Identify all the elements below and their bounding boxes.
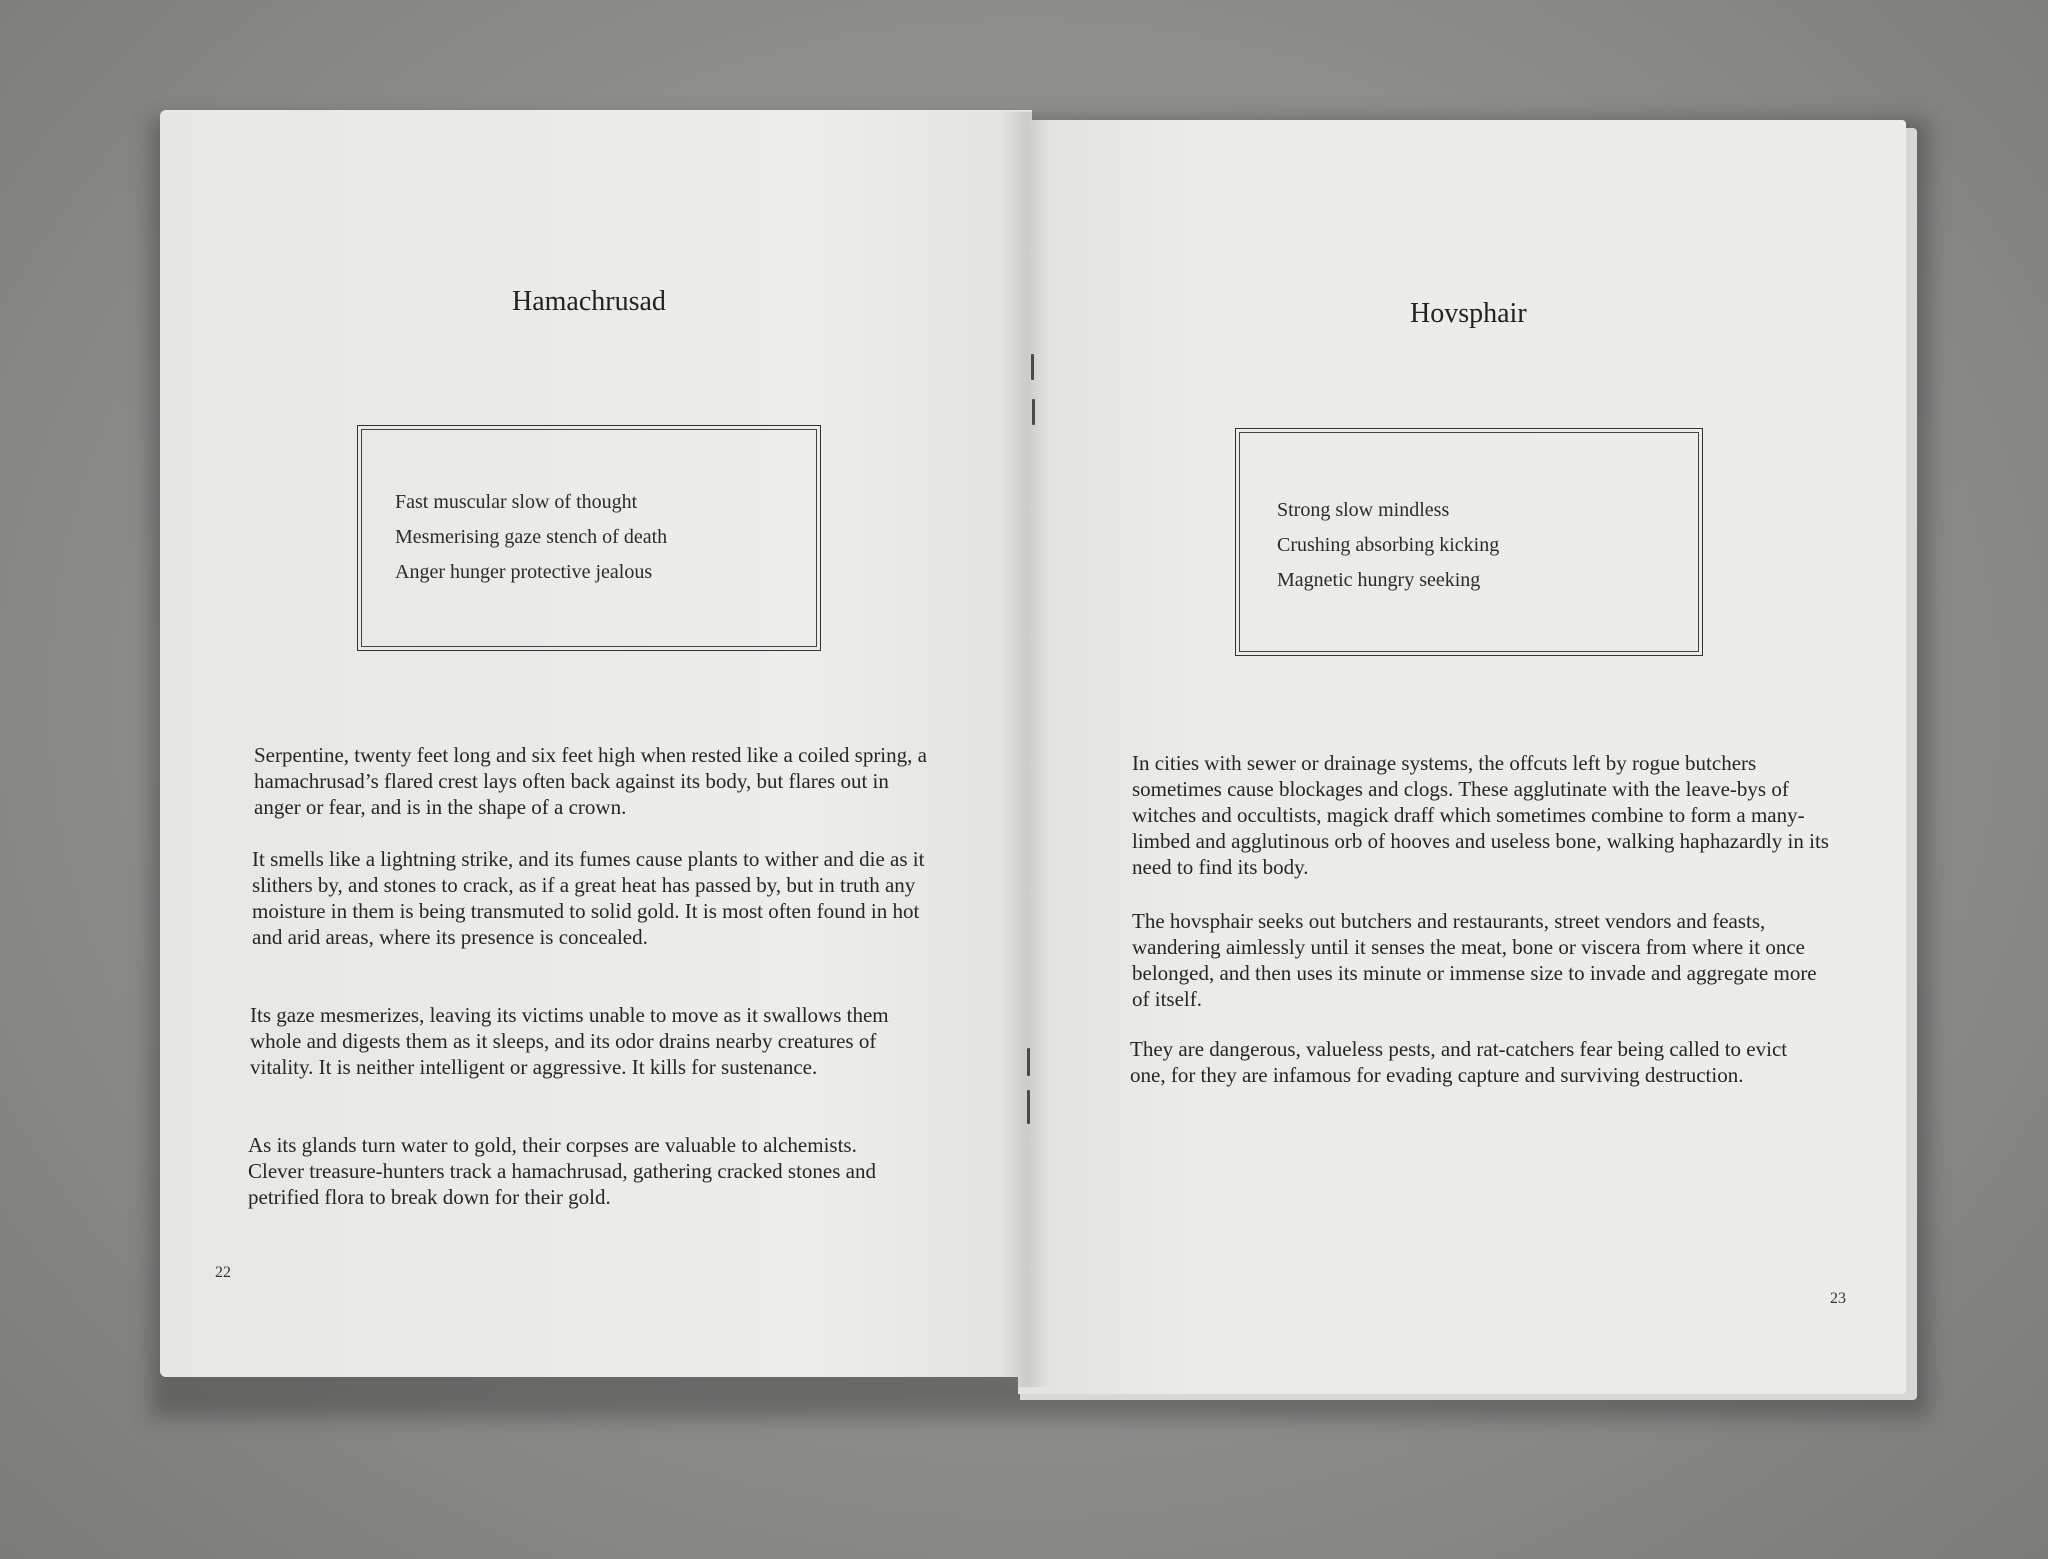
left-trait-line-1: Fast muscular slow of thought (395, 491, 638, 513)
right-trait-line-1: Strong slow mindless (1277, 499, 1450, 521)
left-page-title: Hamachrusad (512, 286, 666, 317)
right-traits-box (1235, 428, 1703, 656)
right-paragraph-3: They are dangerous, valueless pests, and rat-catchers fear being called to evict one, for they are infamous for evading capture and surviving destruction. (1130, 1037, 1788, 1087)
staple-top-lower (1032, 399, 1035, 425)
left-paragraph-3: Its gaze mesmerizes, leaving its victims unable to move as it swallows them whole and digests them as it sleeps, and its odor drains nearby creatures of vitality. It is neither intelligent or aggressive. It kills for sustenance. (250, 1003, 889, 1079)
book-spine-shadow (1000, 112, 1050, 1387)
right-trait-line-3: Magnetic hungry seeking (1277, 569, 1481, 591)
left-paragraph-2: It smells like a lightning strike, and its fumes cause plants to wither and die as it slithers by, and stones to crack, as if a great heat has passed by, but in truth any moisture in them is being transmuted to solid gold. It is most often found in hot and arid areas, where its presence is concealed. (252, 847, 925, 949)
right-page (1018, 120, 1906, 1394)
right-trait-line-2: Crushing absorbing kicking (1277, 534, 1500, 556)
left-trait-line-3: Anger hunger protective jealous (395, 561, 653, 583)
left-paragraph-1: Serpentine, twenty feet long and six feet high when rested like a coiled spring, a hamachrusad’s flared crest lays often back against its body, but flares out in anger or fear, and is in the shape of a crown. (254, 743, 927, 819)
left-page (160, 110, 1032, 1377)
left-trait-line-2: Mesmerising gaze stench of death (395, 526, 668, 548)
staple-bottom-lower (1027, 1090, 1030, 1124)
right-page-title: Hovsphair (1410, 298, 1527, 329)
right-paragraph-1: In cities with sewer or drainage systems, the offcuts left by rogue butchers sometimes cause blockages and clogs. These agglutinate with the leave-bys of witches and occultists, magick draff which sometimes combine to form a many-limbed and agglutinous orb of hooves and useless bone, walking haphazardly in its need to find its body. (1132, 751, 1829, 879)
staple-top-upper (1031, 354, 1034, 380)
left-traits-box (357, 425, 821, 651)
staple-bottom-upper (1027, 1048, 1030, 1076)
left-page-number: 22 (215, 1264, 231, 1281)
left-paragraph-4: As its glands turn water to gold, their corpses are valuable to alchemists. Clever treasure-hunters track a hamachrusad, gathering cracked stones and petrified flora to break down for their gold. (248, 1133, 876, 1209)
right-paragraph-2: The hovsphair seeks out butchers and restaurants, street vendors and feasts, wandering aimlessly until it senses the meat, bone or viscera from where it once belonged, and then uses its minute or immense size to invade and aggregate more of itself. (1132, 909, 1817, 1011)
right-page-number: 23 (1830, 1290, 1846, 1307)
